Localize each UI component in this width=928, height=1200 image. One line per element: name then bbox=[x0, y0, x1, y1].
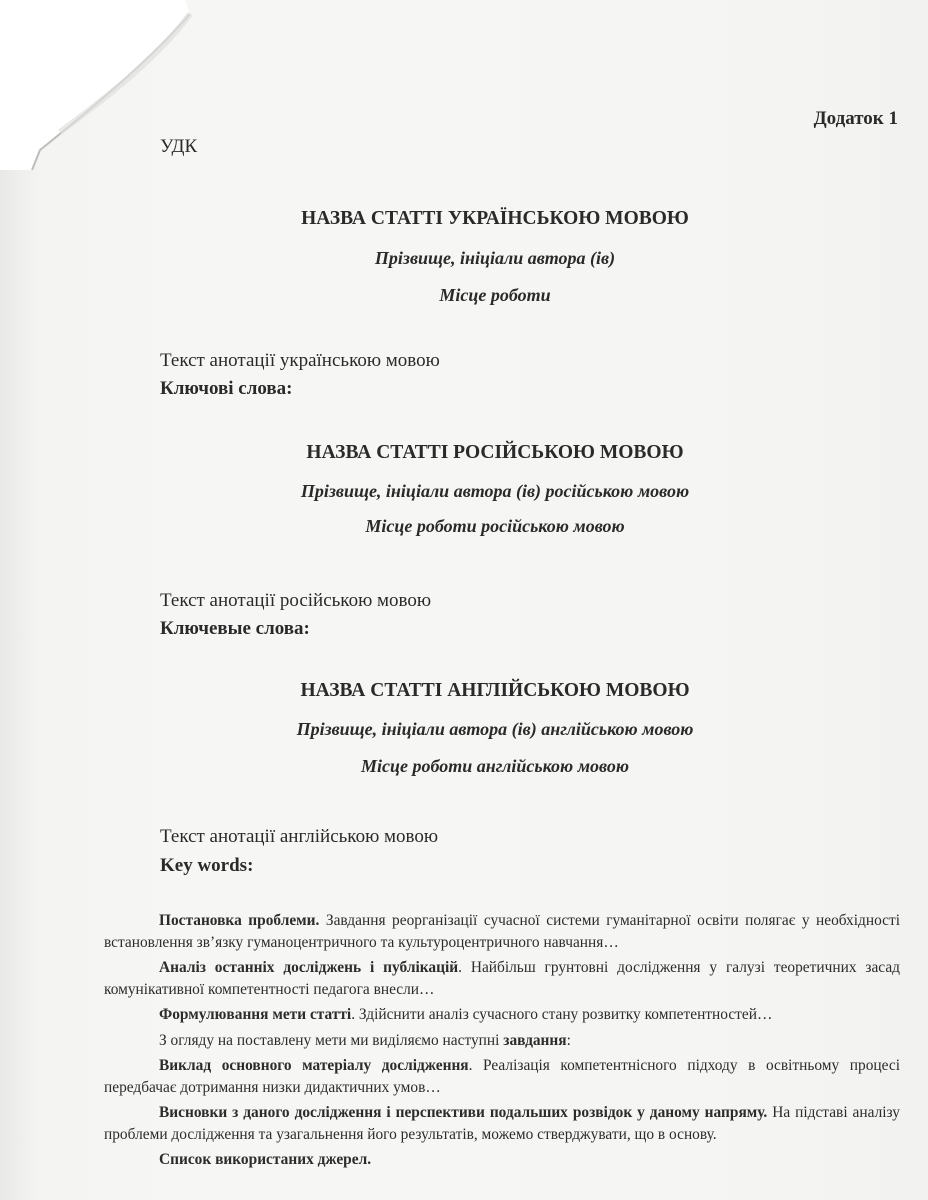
workplace-ukrainian: Місце роботи bbox=[439, 285, 551, 305]
title-ukrainian: НАЗВА СТАТТІ УКРАЇНСЬКОЮ МОВОЮ bbox=[301, 208, 689, 229]
main-text: . Реалізація компетентнісного підходу в освітньому процесі передбачає дотримання низки дидактичних умов… bbox=[104, 1057, 900, 1096]
references-label: Список використаних джерел. bbox=[159, 1151, 372, 1168]
conclusions-label: Висновки з даного дослідження і перспективи подальших розвідок у даному напряму. bbox=[159, 1104, 768, 1121]
tasks-label: завдання bbox=[503, 1031, 567, 1049]
title-russian: НАЗВА СТАТТІ РОСІЙСЬКОЮ МОВОЮ bbox=[306, 442, 684, 463]
authors-english: Прізвище, ініціали автора (ів) англійською мовою bbox=[296, 719, 694, 739]
analysis-label: Аналіз останніх досліджень і публікацій bbox=[159, 959, 459, 976]
abstract-russian: Текст анотації російською мовою bbox=[160, 590, 432, 611]
article-body bbox=[104, 910, 900, 1175]
authors-ukrainian: Прізвище, ініціали автора (ів) bbox=[374, 248, 616, 268]
goal-label: Формулювання мети статті bbox=[159, 1006, 352, 1023]
paragraph-problem bbox=[104, 910, 900, 953]
appendix-label: Додаток 1 bbox=[813, 108, 898, 129]
problem-text: Завдання реорганізації сучасної системи гуманітарної освіти полягає у необхідності встановлення зв’язку гуманоцентричного та культуроцентричного навчання… bbox=[104, 912, 900, 951]
paragraph-goal bbox=[104, 1004, 900, 1026]
goal-text: . Здійснити аналіз сучасного стану розвитку компетентностей… bbox=[351, 1006, 773, 1023]
paragraph-references bbox=[104, 1149, 900, 1171]
paragraph-analysis bbox=[104, 957, 900, 1000]
main-label: Виклад основного матеріалу дослідження bbox=[159, 1057, 469, 1074]
title-english: НАЗВА СТАТТІ АНГЛІЙСЬКОЮ МОВОЮ bbox=[300, 680, 690, 701]
problem-label: Постановка проблеми. bbox=[159, 912, 320, 929]
keywords-russian: Ключевые слова: bbox=[160, 618, 310, 639]
paragraph-main bbox=[104, 1055, 900, 1098]
keywords-ukrainian: Ключові слова: bbox=[160, 378, 293, 399]
tasks-text: З огляду на поставлену мети ми виділяємо наступні bbox=[159, 1031, 504, 1049]
workplace-english: Місце роботи англійською мовою bbox=[361, 756, 629, 776]
paragraph-conclusions bbox=[104, 1102, 900, 1145]
udk-label: УДК bbox=[160, 136, 198, 157]
paragraph-tasks bbox=[104, 1030, 900, 1052]
keywords-english: Key words: bbox=[160, 855, 254, 876]
conclusions-text: На підставі аналізу проблеми дослідження та узагальнення його результатів, можемо стверджувати, що в основу. bbox=[104, 1104, 900, 1143]
abstract-english: Текст анотації англійською мовою bbox=[160, 826, 439, 847]
abstract-ukrainian: Текст анотації українською мовою bbox=[160, 350, 440, 371]
workplace-russian: Місце роботи російською мовою bbox=[365, 516, 625, 536]
tasks-end: : bbox=[566, 1031, 571, 1049]
analysis-text: . Найбільш грунтовні дослідження у галузі теоретичних засад комунікативної компетентності педагога внесли… bbox=[104, 959, 900, 998]
authors-russian: Прізвище, ініціали автора (ів) російською мовою bbox=[300, 481, 690, 501]
